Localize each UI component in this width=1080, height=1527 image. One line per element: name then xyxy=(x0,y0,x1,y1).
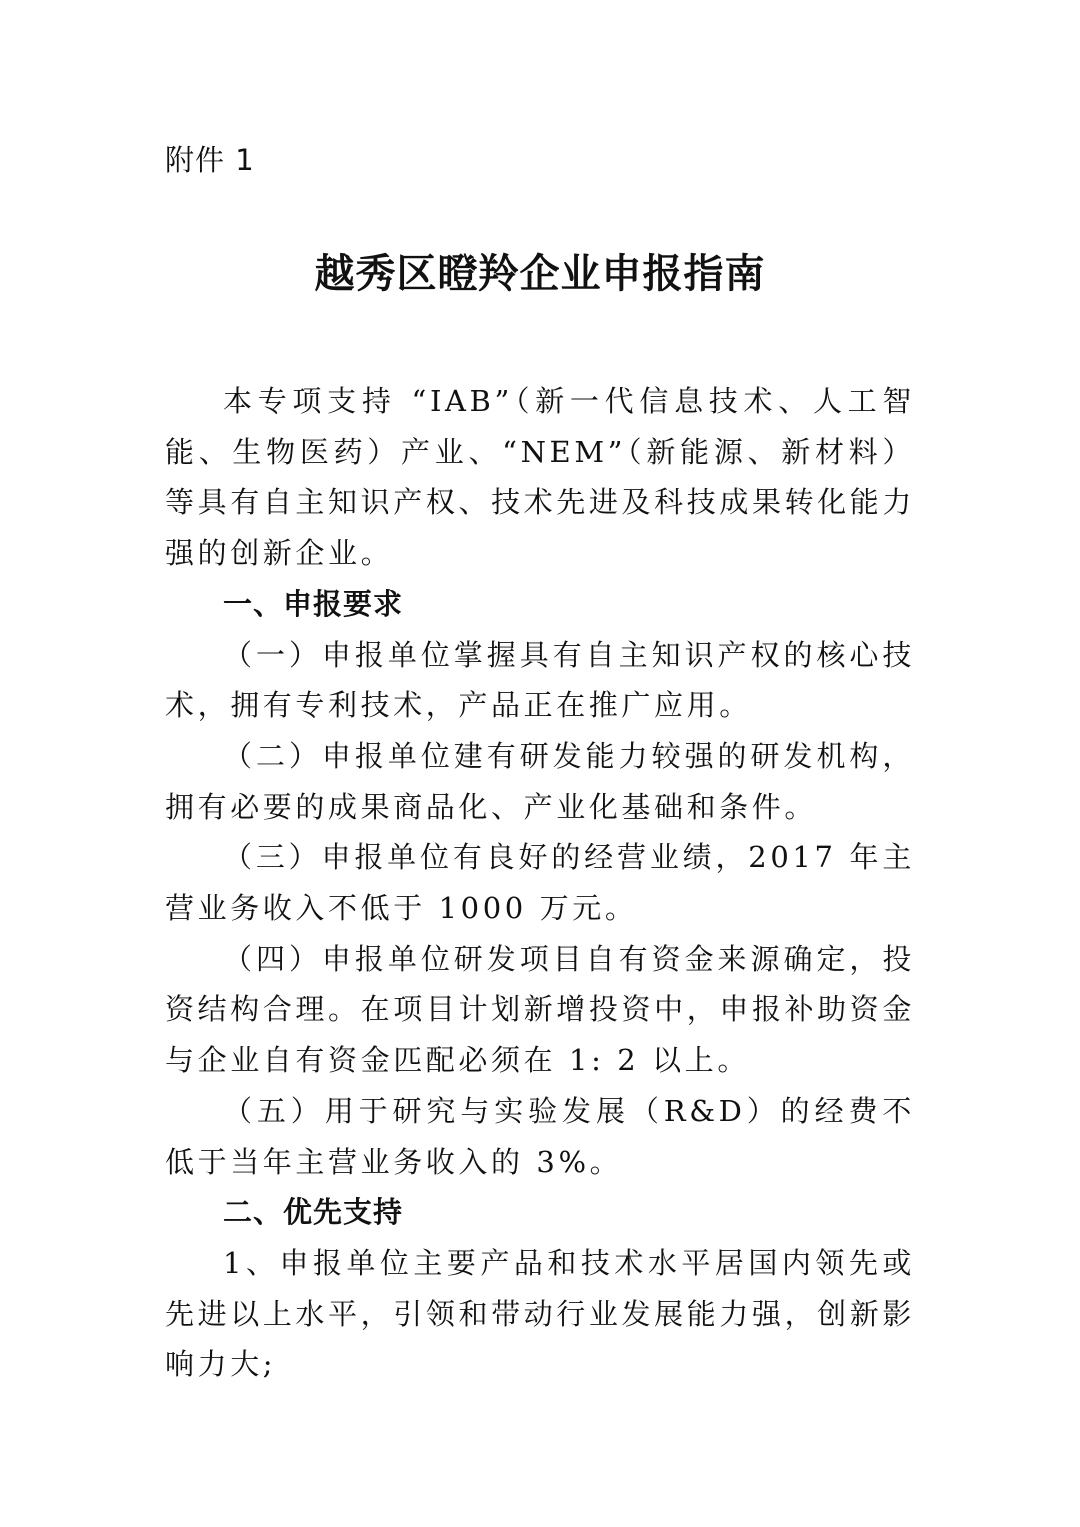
requirement-item-5: （五）用于研究与实验发展（R&D）的经费不低于当年主营业务收入的 3%。 xyxy=(165,1093,915,1179)
priority-item-1: 1、申报单位主要产品和技术水平居国内领先或先进以上水平，引领和带动行业发展能力强，创新影响力大; xyxy=(165,1245,915,1382)
requirement-item-4: （四）申报单位研发项目自有资金来源确定，投资结构合理。在项目计划新增投资中，申报补助资金与企业自有资金匹配必须在 1: 2 以上。 xyxy=(165,941,915,1078)
section-heading-requirements: 一、申报要求 xyxy=(223,586,404,621)
requirement-item-2: （二）申报单位建有研发能力较强的研发机构，拥有必要的成果商品化、产业化基础和条件。 xyxy=(165,738,915,824)
requirement-item-1: （一）申报单位掌握具有自主知识产权的核心技术，拥有专利技术，产品正在推广应用。 xyxy=(165,637,915,723)
page-title: 越秀区瞪羚企业申报指南 xyxy=(314,250,766,297)
section-heading-priority: 二、优先支持 xyxy=(223,1195,404,1230)
intro-paragraph: 本专项支持 “IAB”（新一代信息技术、人工智能、生物医药）产业、“NEM”（新能源、新材料）等具有自主知识产权、技术先进及科技成果转化能力强的创新企业。 xyxy=(165,384,915,571)
attachment-label: 附件 1 xyxy=(165,143,255,177)
document-body xyxy=(165,376,915,1390)
requirement-item-3: （三）申报单位有良好的经营业绩，2017 年主营业务收入不低于 1000 万元。 xyxy=(165,840,915,926)
